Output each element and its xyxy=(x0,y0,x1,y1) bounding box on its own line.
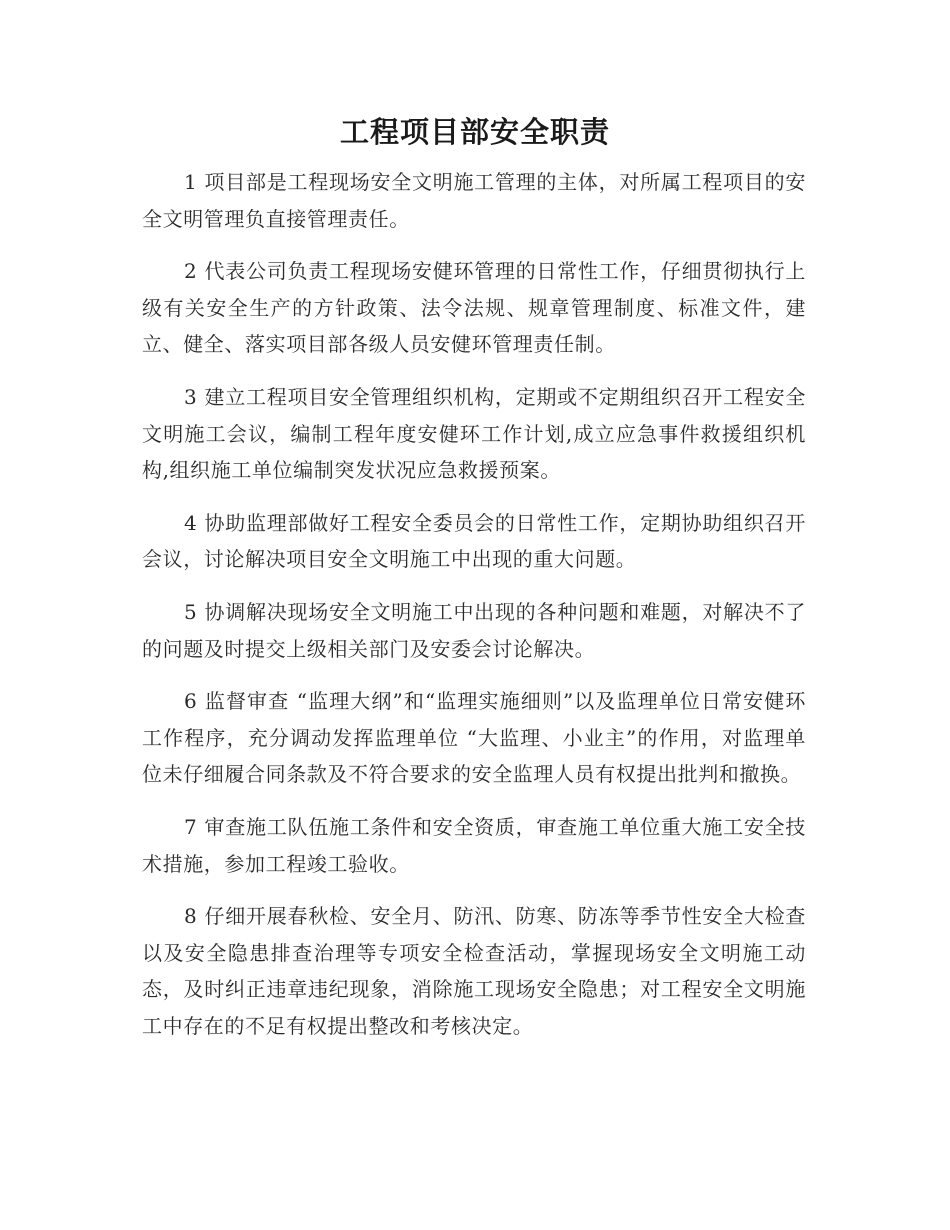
document-body xyxy=(142,164,806,1060)
paragraph-6 xyxy=(142,683,806,793)
paragraph-7 xyxy=(142,809,806,882)
paragraph-number: 8 xyxy=(184,904,198,929)
paragraph-text: 审查施工队伍施工条件和安全资质，审查施工单位重大施工安全技术措施，参加工程竣工验收。 xyxy=(142,814,806,876)
document-title: 工程项目部安全职责 xyxy=(339,115,610,149)
paragraph-text: 监督审查 “监理大纲”和“监理实施细则”以及监理单位日常安健环工作程序，充分调动发挥监理单位 “大监理、小业主”的作用，对监理单位未仔细履合同条款及不符合要求的安全监理人员有权提出批判和撤换。 xyxy=(142,689,806,787)
paragraph-text: 协调解决现场安全文明施工中出现的各种问题和难题，对解决不了的问题及时提交上级相关部门及安委会讨论解决。 xyxy=(142,599,806,661)
paragraph-8 xyxy=(142,898,806,1044)
paragraph-text: 仔细开展春秋检、安全月、防汛、防寒、防冻等季节性安全大检查以及安全隐患排查治理等专项安全检查活动，掌握现场安全文明施工动态，及时纠正违章违纪现象，消除施工现场安全隐患；对工程安全文明施工中存在的不足有权提出整改和考核决定。 xyxy=(142,904,806,1038)
paragraph-1 xyxy=(142,164,806,237)
paragraph-number: 7 xyxy=(184,814,198,839)
paragraph-3 xyxy=(142,379,806,489)
paragraph-2 xyxy=(142,253,806,363)
paragraph-4 xyxy=(142,505,806,578)
paragraph-text: 协助监理部做好工程安全委员会的日常性工作，定期协助组织召开会议，讨论解决项目安全文明施工中出现的重大问题。 xyxy=(142,510,806,572)
paragraph-number: 2 xyxy=(184,259,198,284)
paragraph-number: 4 xyxy=(184,510,198,535)
paragraph-text: 项目部是工程现场安全文明施工管理的主体，对所属工程项目的安全文明管理负直接管理责任。 xyxy=(142,170,806,231)
paragraph-number: 5 xyxy=(184,599,198,624)
paragraph-text: 代表公司负责工程现场安健环管理的日常性工作，仔细贯彻执行上级有关安全生产的方针政策、法令法规、规章管理制度、标准文件，建立、健全、落实项目部各级人员安健环管理责任制。 xyxy=(142,259,806,357)
paragraph-number: 3 xyxy=(184,384,198,409)
paragraph-number: 1 xyxy=(184,170,198,194)
paragraph-text: 建立工程项目安全管理组织机构，定期或不定期组织召开工程安全文明施工会议，编制工程年度安健环工作计划,成立应急事件救援组织机构,组织施工单位编制突发状况应急救援预案。 xyxy=(142,384,806,483)
paragraph-number: 6 xyxy=(184,689,198,714)
paragraph-5 xyxy=(142,594,806,667)
